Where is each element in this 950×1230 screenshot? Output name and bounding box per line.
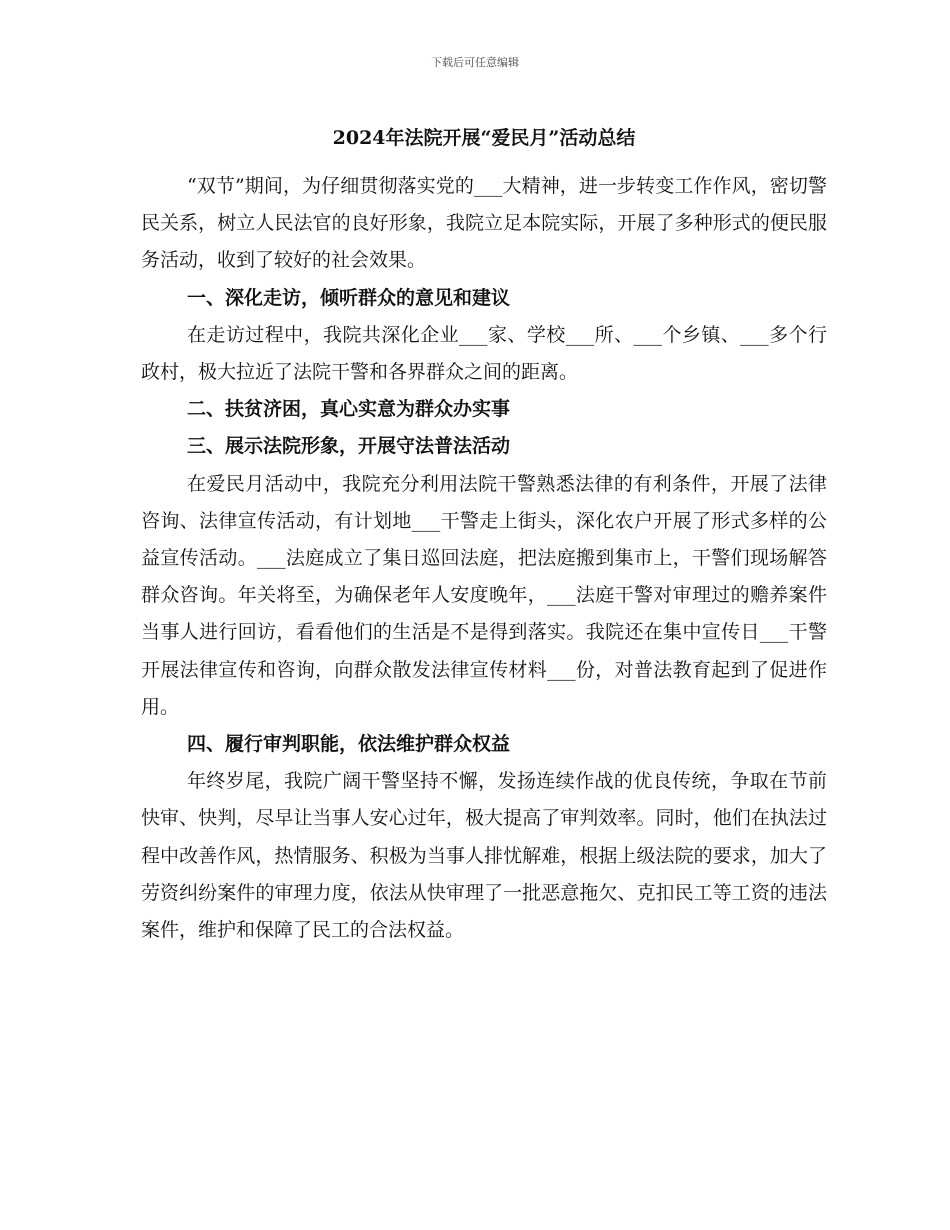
section3-paragraph: 在爱民月活动中，我院充分利用法院干警熟悉法律的有利条件，开展了法律咨询、法律宣传活动，有计划地___干警走上街头，深化农户开展了形式多样的公益宣传活动。___法庭成立了集日巡回法庭，把法庭搬到集市上，干警们现场解答群众咨询。年关将至，为确保老年人安度晚年，___法庭干警对审理过的赡养案件当事人进行回访，看看他们的生活是不是得到落实。我院还在集中宣传日___干警开展法律宣传和咨询，向群众散发法律宣传材料___份，对普法教育起到了促进作用。 bbox=[141, 472, 827, 718]
section2-heading: 二、扶贫济困，真心实意为群众办实事 bbox=[187, 398, 511, 421]
section1-heading: 一、深化走访，倾听群众的意见和建议 bbox=[187, 286, 511, 309]
intro-paragraph: “双节”期间，为仔细贯彻落实党的___大精神，进一步转变工作作风，密切警民关系，树立人民法官的良好形象，我院立足本院实际，开展了多种形式的便民服务活动，收到了较好的社会效果。 bbox=[141, 175, 827, 272]
header-note: 下载后可任意编辑 bbox=[431, 56, 519, 69]
section3-heading: 三、展示法院形象，开展守法普法活动 bbox=[187, 435, 511, 458]
section4-paragraph: 年终岁尾，我院广阔干警坚持不懈，发扬连续作战的优良传统，争取在节前快审、快判，尽早让当事人安心过年，极大提高了审判效率。同时，他们在执法过程中改善作风，热情服务、积极为当事人排忧解难，根据上级法院的要求，加大了劳资纠纷案件的审理力度，依法从快审理了一批恶意拖欠、克扣民工等工资的违法案件，维护和保障了民工的合法权益。 bbox=[141, 770, 827, 942]
section4-heading: 四、履行审判职能，依法维护群众权益 bbox=[187, 733, 511, 756]
document-body bbox=[141, 118, 827, 949]
section1-paragraph: 在走访过程中，我院共深化企业___家、学校___所、___个乡镇、___多个行政村，极大拉近了法院干警和各界群众之间的距离。 bbox=[141, 323, 827, 384]
document-title: 2024年法院开展“爱民月”活动总结 bbox=[332, 127, 636, 149]
